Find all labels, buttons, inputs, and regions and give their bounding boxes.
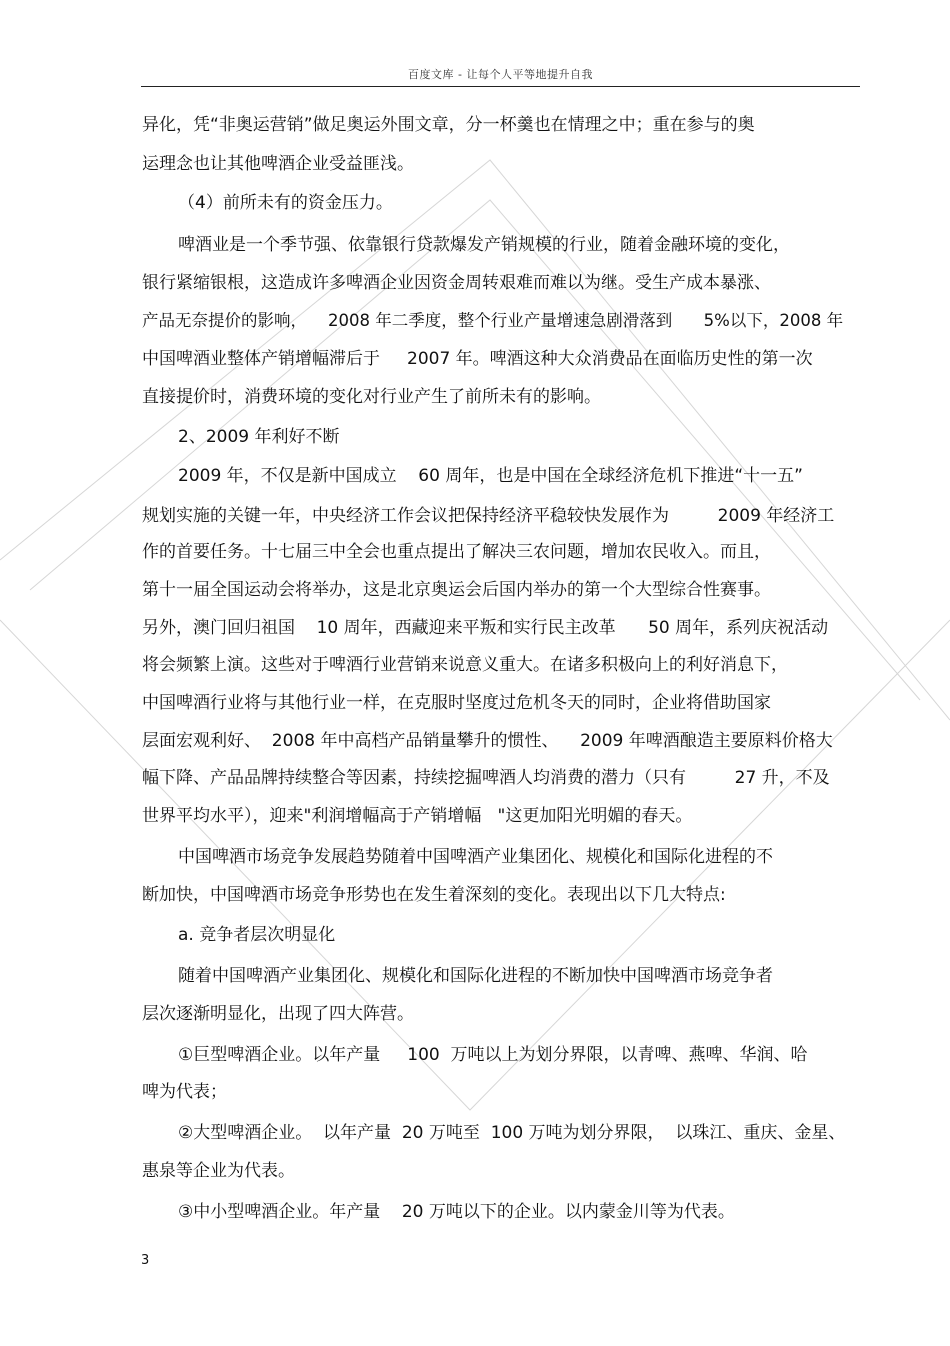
text-line: 中国啤酒市场竞争发展趋势随着中国啤酒产业集团化、规模化和国际化进程的不 (178, 847, 773, 867)
text-line: 将会频繁上演。这些对于啤酒行业营销来说意义重大。在诸多积极向上的利好消息下， (142, 655, 788, 675)
text-line: 层次逐渐明显化，出现了四大阵营。 (142, 1004, 414, 1024)
text-line: 啤为代表； (142, 1082, 227, 1102)
text-line: 中国啤酒行业将与其他行业一样，在克服时坚度过危机冬天的同时，企业将借助国家 (142, 693, 771, 713)
text-line: 银行紧缩银根，这造成许多啤酒企业因资金周转艰难而难以为继。受生产成本暴涨、 (142, 273, 771, 293)
text-line: 随着中国啤酒产业集团化、规模化和国际化进程的不断加快中国啤酒市场竞争者 (178, 966, 773, 986)
text-line: 第十一届全国运动会将举办，这是北京奥运会后国内举办的第一个大型综合性赛事。 (142, 580, 771, 600)
text-line: 异化，凭“非奥运营销”做足奥运外围文章，分一杯羹也在情理之中；重在参与的奥 (142, 115, 755, 135)
list-item: ②大型啤酒企业。 以年产量 20 万吨至 100 万吨为划分界限， 以珠江、重庆、金星、 (178, 1123, 846, 1143)
page-number: 3 (141, 1253, 150, 1268)
text-line: 直接提价时，消费环境的变化对行业产生了前所未有的影响。 (142, 387, 601, 407)
section-heading: 2、2009 年利好不断 (178, 427, 340, 447)
text-line: 惠泉等企业为代表。 (142, 1161, 295, 1181)
header-divider (141, 86, 860, 87)
text-line: 幅下降、产品品牌持续整合等因素，持续挖掘啤酒人均消费的潜力（只有 27 升，不及 (142, 768, 830, 788)
list-item: ①巨型啤酒企业。以年产量 100 万吨以上为划分界限，以青啤、燕啤、华润、哈 (178, 1045, 808, 1065)
section-heading: a. 竞争者层次明显化 (178, 925, 336, 945)
text-line: 运理念也让其他啤酒企业受益匪浅。 (142, 154, 414, 174)
text-line: 2009 年，不仅是新中国成立 60 周年，也是中国在全球经济危机下推进“十一五” (178, 466, 803, 486)
section-heading: （4）前所未有的资金压力。 (178, 193, 393, 213)
text-line: 啤酒业是一个季节强、依靠银行贷款爆发产销规模的行业，随着金融环境的变化， (178, 235, 790, 255)
text-line: 作的首要任务。十七届三中全会也重点提出了解决三农问题，增加农民收入。而且， (142, 542, 771, 562)
text-line: 世界平均水平），迎来"利润增幅高于产销增幅 "这更加阳光明媚的春天。 (142, 806, 693, 826)
text-line: 层面宏观利好、 2008 年中高档产品销量攀升的惯性、 2009 年啤酒酿造主要原料价格大 (142, 731, 833, 751)
text-line: 中国啤酒业整体产销增幅滞后于 2007 年。啤酒这种大众消费品在面临历史性的第一次 (142, 349, 813, 369)
text-line: 断加快，中国啤酒市场竞争形势也在发生着深刻的变化。表现出以下几大特点: (142, 885, 726, 905)
list-item: ③中小型啤酒企业。年产量 20 万吨以下的企业。以内蒙金川等为代表。 (178, 1202, 735, 1222)
text-line: 产品无奈提价的影响， 2008 年二季度，整个行业产量增速急剧滑落到 5%以下，2008 年 (142, 311, 844, 330)
page-header: 百度文库 - 让每个人平等地提升自我 (408, 68, 593, 81)
text-line: 规划实施的关键一年，中央经济工作会议把保持经济平稳较快发展作为 2009 年经济工 (142, 506, 835, 526)
text-line: 另外，澳门回归祖国 10 周年，西藏迎来平叛和实行民主改革 50 周年，系列庆祝活动 (142, 618, 829, 638)
